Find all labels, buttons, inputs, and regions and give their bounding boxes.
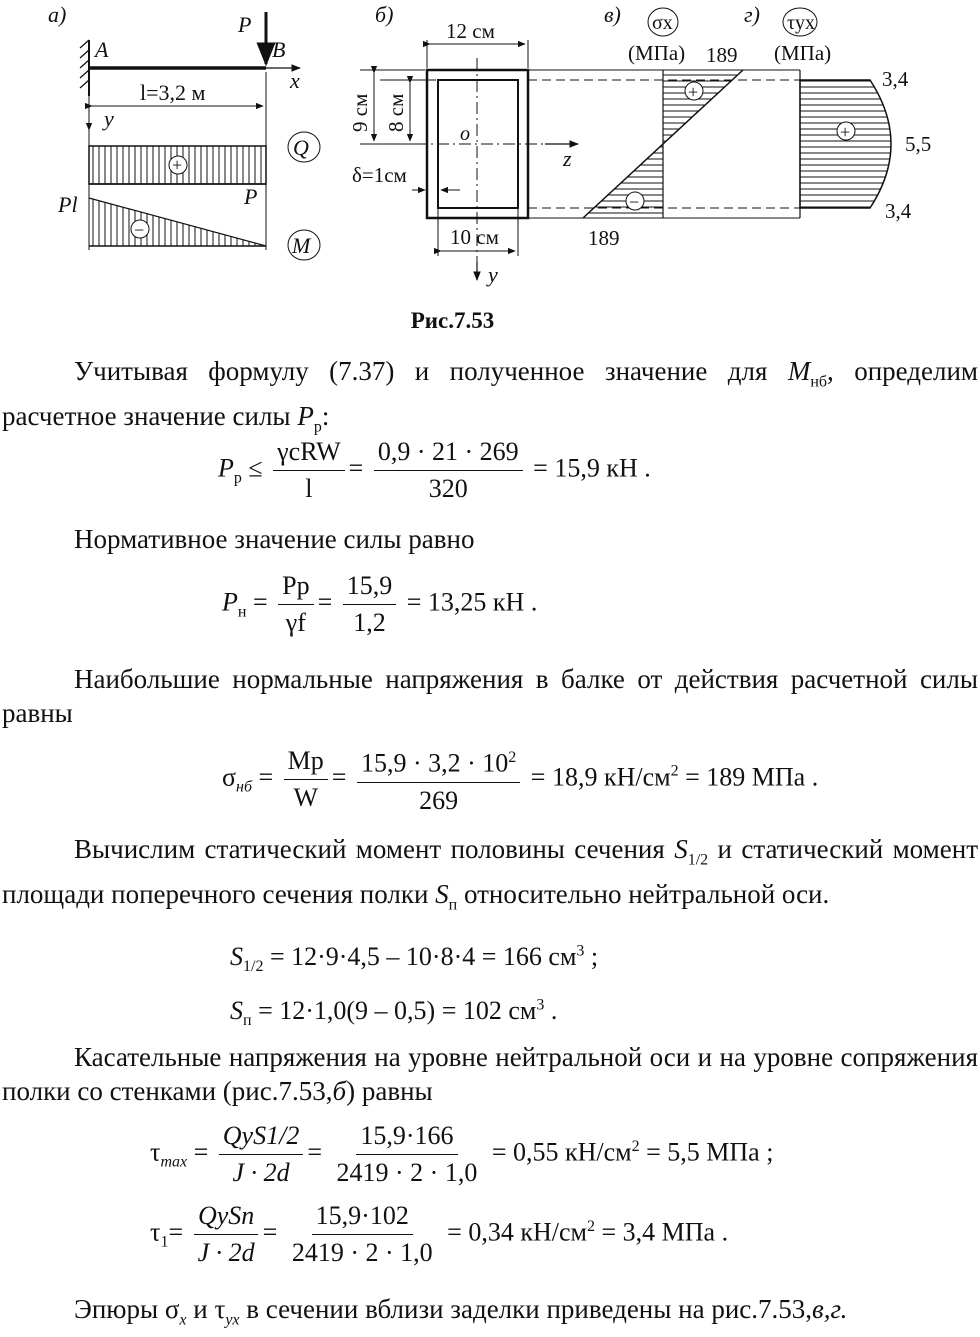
eq7-fraction-1 [194,1200,259,1269]
shear-label: Q [293,135,309,160]
eq5-sup: 3 [536,996,545,1014]
eq4-rhs: = 12·9·4,5 – 10·8·4 = 166 см [269,942,577,971]
eq6-num2: 15,9·166 [356,1120,457,1155]
width-bottom-label: 10 см [450,225,499,249]
beam-panel [48,2,320,260]
eq6-den1: J · 2d [232,1158,290,1187]
p3-text: Наибольшие нормальные напряжения в балке от действия расчетной силы равны [2,664,978,728]
section-y-label: y [488,262,498,287]
paragraph-1: Учитывая формулу (7.37) и полученное значение для $M_{нб}$, определим расчетное значение силы $P_р$: [2,356,978,436]
eq1-fraction-2 [374,436,523,505]
panel-label-g: г) [744,2,760,27]
eq6-fraction-1 [219,1120,304,1189]
equation-7: $\tau_1=$ $\frac{\text{QySп}}{J \cdot 2d}$ = $\frac{15,9\cdot 102}{2419 \cdot 2 \cdot 1,0}$ = 0,34 $кН/см^2 = 3,4$ МПа . [150,1201,729,1267]
panel-label-a: а) [48,2,67,27]
eq2-result: = 13,25 кН . [406,587,538,617]
eq3-lhs: σ [222,762,237,792]
equation-3: $\sigma_{нб}$ = $\frac{Mр}{W}$ = $\frac{15,9 \cdot 3,2 \cdot 10^2}{269}$ = 18,9 $кН/см^2 = 189$ МПа . [222,742,818,817]
sigma-diagram-panel [583,2,743,250]
equation-6: $\tau_{max}$ = $\frac{\text{QyS1/2}}{J \cdot 2d}$ = $\frac{15,9\cdot 166}{2419 \cdot 2 \cdot 1,0}$ = 0,55 $кН/см^2 = 5,5$ МПа ; [150,1121,774,1187]
eq7-num2: 15,9·102 [312,1200,413,1235]
eq7-result-2: = 3,4 МПа . [601,1217,729,1247]
eq4-lhs: S [230,942,243,971]
force-label: P [238,12,252,37]
eq3-fraction-2 [357,742,520,817]
eq4-sup: 3 [576,942,585,960]
p6-italic: в,г. [812,1294,848,1324]
p6-text-a: Эпюры [74,1294,159,1324]
eq1-den2: 320 [428,474,468,503]
width-top-label: 12 см [446,19,495,43]
x-axis-label: x [290,68,300,93]
paragraph-6 [2,1292,978,1337]
p4-text-a: Вычислим статический момент половины сечения [74,834,665,864]
eq2-den1: γf [285,608,306,637]
eq2-lhs: P [222,587,238,617]
tau-top-value: 3,4 [882,67,909,91]
paragraph-5 [2,1040,978,1108]
p5-text-end: ) равны [346,1076,433,1106]
equation-4 [230,942,598,976]
eq3-num2: 15,9 · 3,2 · 10 [360,748,509,778]
p4-symbol2-sub: п [448,896,458,914]
tau-mid-value: 5,5 [905,132,932,156]
eq1-fraction-1 [273,436,344,505]
p1-symbol: M [787,356,811,386]
shear-sign: + [172,155,183,175]
eq6-result-2: = 5,5 МПа ; [646,1137,774,1167]
eq1-lhs-sub: р [233,469,242,487]
eq2-den2: 1,2 [353,608,386,637]
equation-5 [230,996,557,1030]
p1-text-end: , определим расчетное значение силы [2,356,978,432]
sigma-plus-sign: + [688,82,699,102]
moment-sign: − [134,220,145,240]
p2-text: Нормативное значение силы равно [74,524,475,554]
moment-root-label: Pl [58,192,78,217]
panel-label-b: б) [375,2,394,27]
eq1-den1: l [305,474,313,503]
eq6-num1: QyS1/2 [222,1121,300,1150]
tau-symbol: τyx [787,12,816,34]
eq7-result-1: = 0,34 кН/см [447,1217,587,1247]
eq3-result-2: = 189 МПа . [685,762,819,792]
paragraph-3 [2,662,978,730]
eq1-num2: 0,9 · 21 · 269 [374,436,523,471]
eq7-lhs-sub: 1 [160,1233,169,1251]
figure-caption: Рис.7.53 [410,308,495,333]
eq2-fraction-1 [278,570,313,639]
y-axis-label-beam: y [104,106,114,131]
eq1-num1: γcRW [273,436,344,471]
p6-text-b: в сечении вблизи заделки приведены на рис.7.53, [246,1294,813,1324]
tau-diagram-panel [744,2,931,223]
moment-label: M [292,233,311,258]
eq2-num1: Pр [278,570,313,605]
p5-text: Касательные напряжения на уровне нейтральной оси и на уровне сопряжения полки со стенками (рис.7.53, [2,1042,978,1106]
eq1-relation: ≤ [248,453,263,483]
eq3-lhs-sub: нб [236,778,252,796]
tau-area [800,80,891,208]
equation-2: $P_н$ = $\frac{Pр}{\gamma f}$ = $\frac{15,9}{1,2}$ = 13,25 кН . [222,571,538,637]
section-z-label: z [563,146,572,171]
length-label: l=3,2 м [140,80,206,105]
shear-value-label: P [244,184,258,209]
p6-sigma-sub: x [179,1311,187,1329]
p6-and: и [193,1294,208,1324]
thickness-label: δ=1см [352,163,407,187]
eq7-fraction-2 [288,1200,437,1269]
eq3-num1: Mр [284,745,328,780]
eq3-result-1: = 18,9 кН/см [530,762,671,792]
eq7-sup: 2 [586,1217,595,1235]
p4-symbol2: S [435,879,449,910]
support-label: A [95,37,109,62]
eq3-fraction-1 [284,745,328,814]
p4-symbol: S [674,834,688,864]
eq6-lhs: τ [150,1137,161,1167]
sigma-minus-sign: − [629,192,640,212]
eq3-num2-sup: 2 [508,749,517,766]
sigma-top-value: 189 [706,43,738,67]
eq3-den2: 269 [419,785,459,815]
eq5-lhs-sub: п [243,1012,252,1030]
eq2-fraction-2 [343,570,397,639]
section-origin: o [460,123,470,145]
eq6-sup: 2 [631,1137,640,1155]
sigma-bottom-value: 189 [588,226,620,250]
eq2-num2: 15,9 [343,570,397,605]
eq5-rhs: = 12·1,0(9 – 0,5) = 102 см [258,996,537,1025]
eq6-fraction-2 [333,1120,482,1189]
p4-text-c: относительно нейтральной оси. [463,879,830,910]
p4-text-b: и статический момент площади поперечного сечения полки [2,834,978,910]
tau-sign: + [840,122,851,142]
eq7-den2: 2419 · 2 · 1,0 [291,1238,433,1267]
eq7-den1: J · 2d [197,1238,255,1267]
p1-symbol2: P [297,401,314,432]
paragraph-2 [2,522,978,556]
eq1-lhs: P [218,453,234,483]
eq5-end: . [544,996,558,1025]
sigma-units: (МПа) [628,41,686,65]
figure-7-53 [0,0,980,300]
p6-sigma: σ [164,1294,180,1324]
eq6-den2: 2419 · 2 · 1,0 [336,1158,478,1187]
height-inner-label: 8 см [384,93,408,132]
paragraph-4 [2,832,978,923]
eq4-end: ; [584,942,599,971]
eq4-lhs-sub: 1/2 [243,958,264,976]
end-label: B [272,37,286,62]
eq2-lhs-sub: н [237,603,247,621]
tau-bottom-value: 3,4 [885,199,912,223]
eq5-lhs: S [230,996,243,1025]
p4-symbol-sub: 1/2 [687,851,709,869]
eq6-result-1: = 0,55 кН/см [491,1137,632,1167]
eq6-lhs-sub: max [160,1153,188,1171]
sigma-symbol: σx [652,12,673,34]
panel-label-v: в) [604,2,621,27]
height-outer-label: 9 см [348,93,372,132]
p1-symbol2-sub: р [313,418,322,436]
p1-symbol-sub: нб [810,373,828,391]
eq3-result-sup: 2 [670,762,679,780]
equation-1: $P_р$ ≤ $\frac{\text{γcRW}}{l}$ = $\frac{0,9 \cdot 21 \cdot 269}{320}$ = 15,9 кН . [218,437,651,503]
eq7-num1: QySп [197,1201,255,1230]
eq3-den1: W [293,782,318,812]
eq7-lhs: τ [150,1217,161,1247]
p5-italic: б [332,1076,347,1106]
p6-tau: τ [214,1294,226,1324]
p1-text: Учитывая формулу (7.37) и полученное значение для [74,356,768,386]
eq1-result: = 15,9 кН . [533,453,651,483]
p6-tau-sub: yx [225,1311,240,1329]
tau-units: (МПа) [774,41,832,65]
